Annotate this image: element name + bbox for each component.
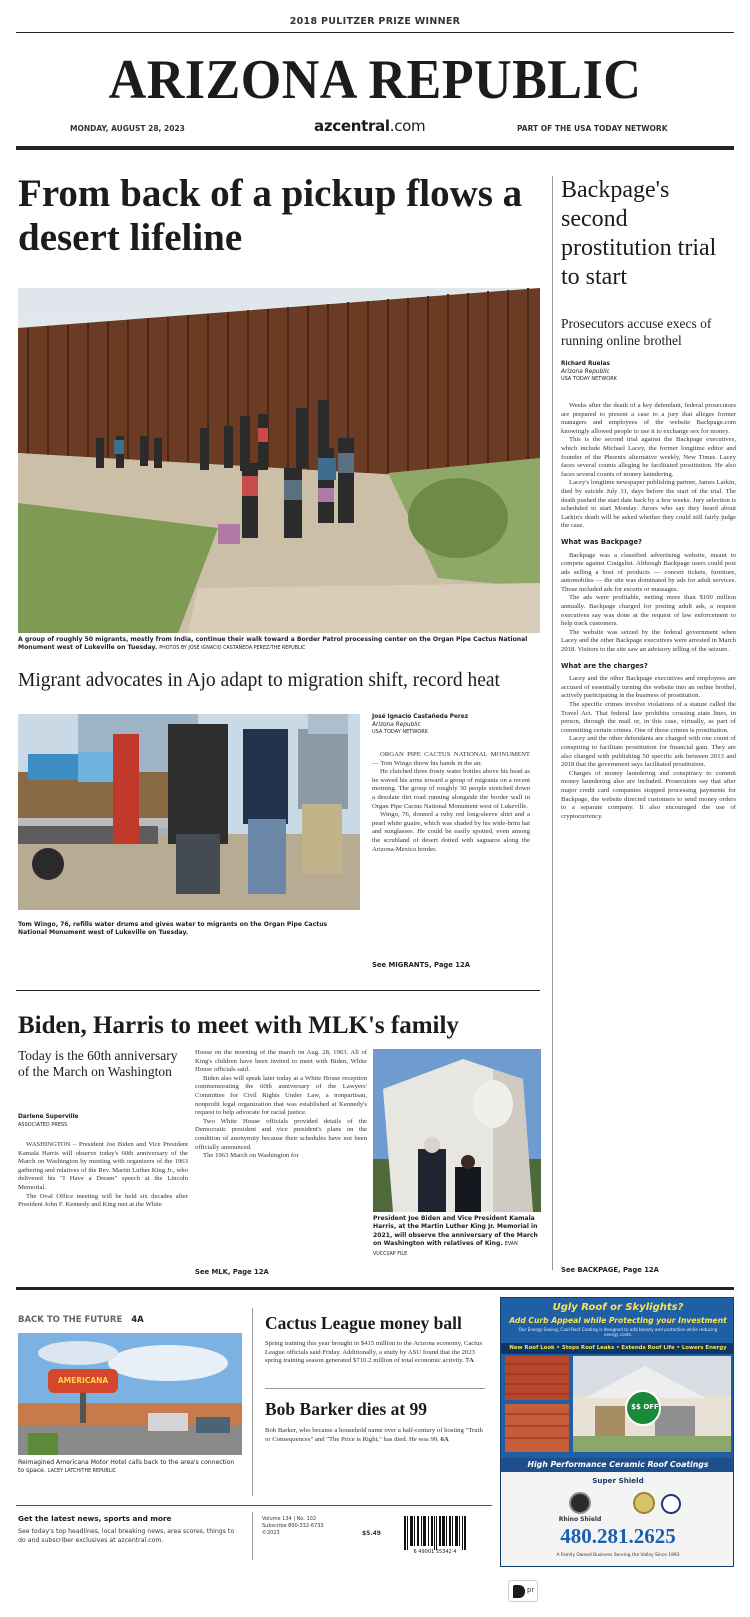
ad-brand: Rhino Shield	[558, 1516, 602, 1523]
lead-bottom-rule	[16, 990, 540, 991]
mlk-paragraph: House on the morning of the march on Aug. 28, 1963. All of King's children have been invited to meet with Biden, White House officials said.	[195, 1049, 367, 1074]
barcode	[402, 1516, 468, 1556]
mlk-byline-name: Darlene Superville	[18, 1114, 79, 1120]
mlk-jump-link[interactable]: See MLK, Page 12A	[195, 1268, 269, 1276]
promo-kicker-label: BACK TO THE FUTURE	[18, 1315, 123, 1325]
footer-volume-info	[262, 1516, 372, 1537]
backpage-paragraph: The ads were profitable, netting more than $100 million annually. Backpage charged for posting adult ads, a request executives say was done at the request of law enforcement to help track customers.	[561, 594, 736, 628]
ad-product: Super Shield	[592, 1476, 644, 1485]
pressreader-icon	[513, 1585, 525, 1598]
cactus-league-headline[interactable]: Cactus League money ball	[265, 1313, 462, 1333]
lead-byline-network: USA TODAY NETWORK	[372, 729, 428, 736]
pressreader-badge[interactable]	[508, 1580, 538, 1602]
pulitzer-banner: 2018 PULITZER PRIZE WINNER	[289, 16, 461, 27]
backpage-byline-org: Arizona Republic	[561, 368, 610, 375]
footer-price: $5.49	[362, 1530, 381, 1537]
lead-photo-2	[18, 714, 360, 910]
rhino-shield-logo	[569, 1492, 591, 1514]
lead-article-body	[372, 751, 530, 854]
backpage-byline	[561, 361, 736, 384]
roof-coating-ad[interactable]	[500, 1297, 734, 1567]
barcode-digits: 6 49001 55342 4	[413, 1549, 457, 1555]
ad-badge-2	[661, 1494, 681, 1514]
backpage-paragraph: The website was seized by the federal government when Lacey and the other Backpage executives were arrested in March 2018. Visitors to the site saw an advisory telling of the seizure.	[561, 628, 736, 654]
backpage-paragraph: Lacey and the other Backpage executives and employees are accused of essentially turning the website into an online brothel, actively participating in the business of prostitution.	[561, 675, 736, 700]
backpage-article-body	[561, 402, 736, 821]
lead-paragraph: He clutched three frosty water bottles above his head as he waved his arms toward a group of migrants on a recent morning. The group of roughly 30 people stretched down a desolate dirt road running alongside the border wall in Organ Pipe Cactus National Monument west of Lukeville.	[372, 768, 530, 810]
promo-photo-caption	[18, 1459, 242, 1477]
backpage-paragraph: Lacey's longtime newspaper publishing partner, James Larkin, died by suicide July 31, days before the start of the trial. The death pushed the start date back by a few weeks. Jury selection is scheduled to start Monday. Jurors who say they heard about Larkin's death will be asked whether they could still fairly judge the case.	[561, 479, 736, 530]
mlk-paragraph: WASHINGTON – President Joe Biden and Vice President Kamala Harris will observe today's 60th anniversary of the March on Washington by meeting with organizers of the 1963 gathering and relatives of the Rev. Martin Luther King Jr., who delivered his "I Have a Dream" speech at the Lincoln Memorial.	[18, 1141, 188, 1191]
backpage-deck: Prosecutors accuse execs of running online brothel	[561, 316, 712, 348]
lead-photo-caption	[18, 636, 540, 654]
ad-headline: Ugly Roof or Skylights?	[552, 1302, 684, 1313]
lead-photo-2-caption: Tom Wingo, 76, refills water drums and gives water to migrants on the Organ Pipe Cactus National Monument west of Lukeville on Tuesday.	[18, 921, 328, 937]
promo-divider	[265, 1388, 485, 1389]
backpage-paragraph: Weeks after the death of a key defendant, federal prosecutors are prepared to present a case to a jury that alleges former managers and employees of the website Backpage.com knowingly allowed people to use it to exchange sex for money.	[561, 402, 736, 435]
footer-column-rule	[252, 1512, 253, 1560]
cactus-league-page[interactable]: 7A	[465, 1357, 474, 1365]
azcentral-logo[interactable]	[314, 117, 425, 135]
backpage-paragraph: Charges of money laundering and conspiracy to commit money laundering also are included. Prosecutors say that after major credit card companies stopped processing payments for Backpage, the website directed customers to send money orders to a separate company. It also encouraged the use of cryptocurrency.	[561, 769, 736, 820]
mlk-headline[interactable]: Biden, Harris to meet with MLK's family	[18, 1012, 459, 1039]
backpage-paragraph: The specific crimes involve violations of a statute called the Travel Act. That federal law prohibits crossing state lines, in person, through the mail or, in this case, virtually, as part of committing certain crimes. One of those crimes is prostitution.	[561, 701, 736, 734]
promo-kicker[interactable]	[18, 1315, 144, 1325]
masthead-top-rule	[16, 32, 734, 33]
lead-byline-org: Arizona Republic	[372, 721, 421, 728]
mlk-paragraph: Two White House officials provided details of the Democratic president and vice president's plans on the condition of anonymity because their schedules have not been officially announced.	[195, 1117, 367, 1151]
footer-top-rule	[16, 1505, 492, 1506]
lead-byline	[372, 714, 530, 737]
promo-photo	[18, 1333, 242, 1455]
bob-barker-headline[interactable]: Bob Barker dies at 99	[265, 1399, 428, 1419]
ad-badge	[633, 1492, 655, 1514]
backpage-column-rule	[552, 176, 553, 1270]
promo-kicker-page: 4A	[131, 1315, 144, 1325]
lead-photo	[18, 288, 540, 633]
lead-jump-link[interactable]: See MIGRANTS, Page 12A	[372, 961, 470, 969]
pressreader-label: pr	[527, 1586, 535, 1594]
ad-phone[interactable]: 480.281.2625	[560, 1524, 676, 1548]
lead-paragraph: ORGAN PIPE CACTUS NATIONAL MONUMENT — Tom Wingo threw his hands in the air.	[372, 751, 530, 767]
ad-starburst-text: $$ OFF	[631, 1403, 659, 1411]
bob-barker-text	[265, 1427, 487, 1444]
mlk-photo-credit: EVAN VUCCI/AP FILE	[373, 1242, 518, 1257]
lead-paragraph: Wingo, 76, donned a ruby red long-sleeve shirt and a pearl white guaire, which was shaded by his wide-brim hat and sunglasses. He could be easily spotted, even among the scrubland of desert dotted with saguaros along the Arizona-Mexico border.	[372, 811, 530, 853]
bob-barker-page[interactable]: 6A	[440, 1435, 449, 1443]
backpage-headline[interactable]: Backpage's second prostitution trial to start	[561, 177, 717, 290]
footer-promo-text: See today's top headlines, local breaking news, area scores, things to do and subscriber exclusives at azcentral.com.	[18, 1528, 235, 1544]
footer-promo-title[interactable]: Get the latest news, sports and more	[18, 1514, 172, 1523]
lead-subheadline[interactable]: Migrant advocates in Ajo adapt to migration shift, record heat	[18, 670, 500, 691]
backpage-paragraph: This is the second trial against the Backpage executives, which include Michael Lacey, the former longtime editor and founder of the Phoenix alternative weekly, New Times. Lacey faces several counts alleging he facilitated prostitution. He also faces several counts of money laundering.	[561, 436, 736, 478]
azcentral-logo-tld: .com	[389, 117, 426, 135]
mlk-col2-body	[195, 1049, 367, 1161]
ad-tagline: A Family Owned Business Serving the Valley Since 1993	[556, 1553, 680, 1558]
promo-column-rule	[252, 1308, 253, 1496]
backpage-byline-network: USA TODAY NETWORK	[561, 376, 617, 383]
ad-small-text: Our Energy Saving, Cool Roof Coating is designed to add beauty and protection while reducing energy costs.	[518, 1327, 718, 1337]
ad-subheadline: Add Curb Appeal while Protecting your Investment	[509, 1316, 727, 1325]
mlk-photo-caption-text: President Joe Biden and Vice President Kamala Harris, at the Martin Luther King Jr. Memorial in 2021, will observe the anniversary of the March on Washington with relatives of King.	[373, 1215, 538, 1248]
backpage-paragraph: Lacey and the other defendants are charged with one count of conspiring to facilitate prostitution for financial gain. They are also charged with publishing 50 specific ads between 2013 and 2018 that the government says facilitated prostitution.	[561, 735, 736, 769]
mlk-photo-caption	[373, 1215, 541, 1259]
ad-roof-photos	[505, 1356, 731, 1456]
mlk-col1-body	[18, 1141, 188, 1210]
cactus-league-blurb: Spring training this year brought in $415 million to the Arizona economy, Cactus League officials said Friday. Additionally, a study by ASU found that the 2023 spring training season generated $710.2 million of total economic activity.	[265, 1340, 483, 1365]
promo-caption-credit: LACEY LATCH/THE REPUBLIC	[47, 1469, 117, 1475]
ad-strip: New Roof Look • Stops Roof Leaks • Extends Roof Life • Lowers Energy	[501, 1343, 734, 1354]
cactus-league-text	[265, 1340, 487, 1366]
footer-copyright: ©2023	[262, 1530, 280, 1536]
mlk-paragraph: Biden also will speak later today at a White House reception commemorating the 60th anniversary of the Lawyers' Committee for Civil Rights Under Law, a nonpartisan, nonprofit legal organization that was established at Kennedy's request to help advocate for racial justice.	[195, 1074, 367, 1117]
azcentral-logo-name: azcentral	[314, 117, 390, 135]
mlk-byline-org: ASSOCIATED PRESS	[18, 1121, 68, 1128]
backpage-section-heading: What was Backpage?	[561, 537, 643, 546]
masthead-title: ARIZONA REPUBLIC	[108, 49, 642, 111]
backpage-jump-link[interactable]: See BACKPAGE, Page 12A	[561, 1266, 659, 1274]
masthead-network: PART OF THE USA TODAY NETWORK	[517, 124, 668, 133]
mlk-deck: Today is the 60th anniversary of the March on Washington	[18, 1048, 178, 1079]
backpage-section-heading: What are the charges?	[561, 661, 648, 670]
backpage-paragraph: Backpage was a classified advertising website, meant to compete against Craigslist. Although Backpage users could post ads selling a host of products — concert tickets, furniture, automobiles — the site was dominated by ads for adult services. Those included ads for escorts or massages.	[561, 551, 736, 593]
mlk-paragraph: The Oval Office meeting will be held six decades after President John F. Kennedy and King met at the White	[18, 1192, 188, 1209]
lead-photo-credit: PHOTOS BY JOSÉ IGNACIO CASTAÑEDA PEREZ/THE REPUBLIC	[159, 646, 306, 652]
mlk-photo	[373, 1049, 541, 1212]
lead-photo-caption-text: A group of roughly 50 migrants, mostly from India, continue their walk toward a Border Patrol processing center on the Organ Pipe Cactus National Monument west of Lukeville on Tuesday.	[18, 636, 528, 652]
promo-caption-text: Reimagined Americana Motor Hotel calls back to the area's connection to space.	[18, 1459, 235, 1475]
backpage-byline-name: Richard Ruelas	[561, 361, 610, 367]
masthead-bottom-rule	[16, 146, 734, 150]
masthead-date: MONDAY, AUGUST 28, 2023	[70, 124, 185, 133]
lead-byline-name: José Ignacio Castañeda Perez	[372, 714, 469, 720]
mlk-paragraph: The 1963 March on Washington for	[203, 1152, 299, 1160]
footer-subscribe: Subscribe 800-332-6733	[262, 1523, 324, 1529]
mlk-byline	[18, 1114, 178, 1129]
mlk-bottom-rule	[16, 1287, 734, 1290]
bob-barker-blurb: Bob Barker, who became a household name over a half-century of hosting "Truth or Consequences" and "The Price is Right," has died. He was 99.	[265, 1427, 483, 1443]
promo-photo-sign: AMERICANA	[57, 1376, 109, 1385]
lead-headline[interactable]: From back of a pickup flows a desert lifeline	[18, 172, 523, 259]
footer-volume: Volume 134 | No. 102	[262, 1516, 317, 1522]
ad-band: High Performance Ceramic Roof Coatings	[501, 1458, 734, 1472]
